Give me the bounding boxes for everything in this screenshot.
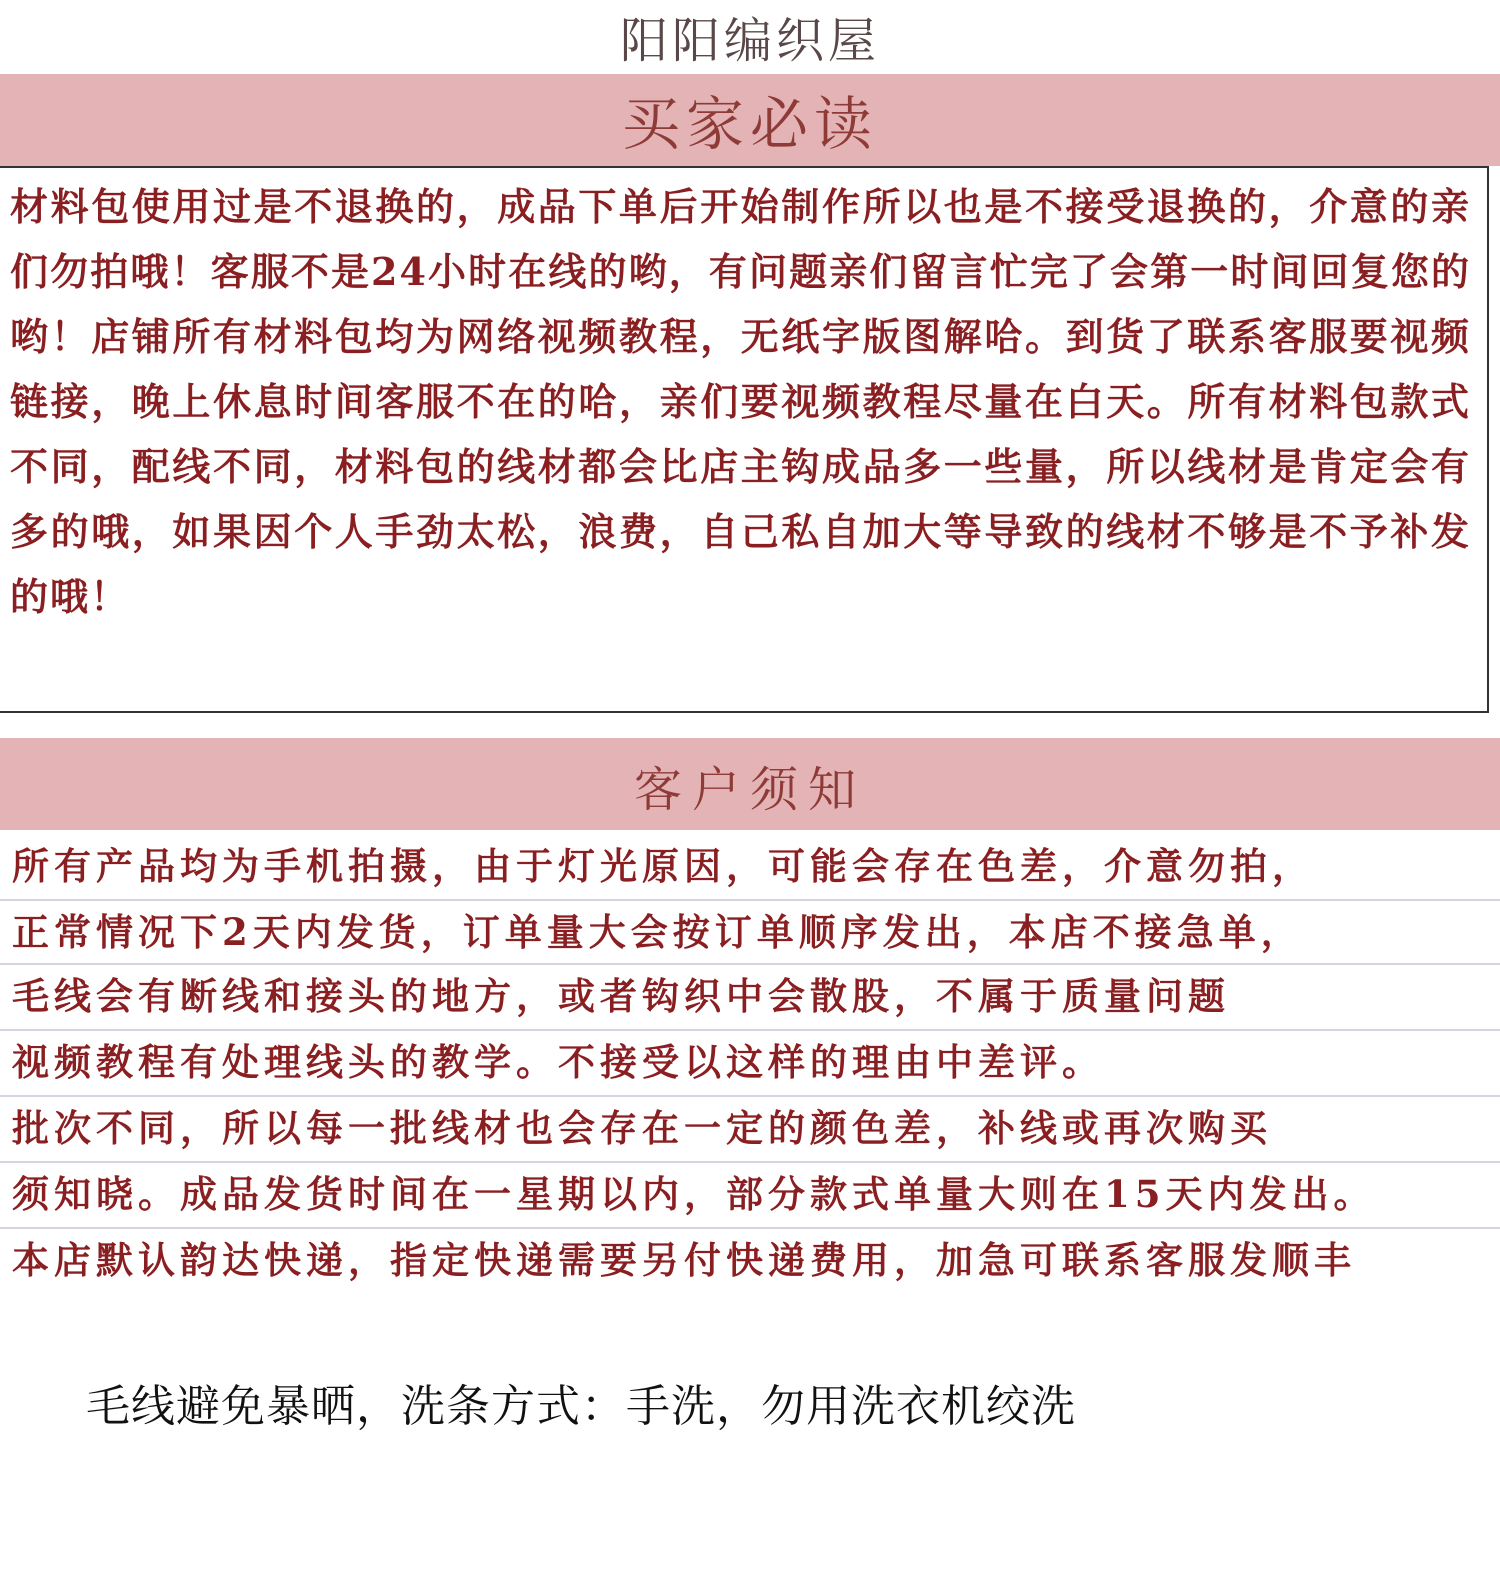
customer-notice-line: 毛线会有断线和接头的地方，或者钩织中会散股，不属于质量问题 bbox=[0, 965, 1500, 1031]
customer-notice-line: 正常情况下2天内发货，订单量大会按订单顺序发出，本店不接急单， bbox=[0, 901, 1500, 965]
buyer-notice-heading: 买家必读 bbox=[0, 74, 1500, 166]
customer-notice-line: 视频教程有处理线头的教学。不接受以这样的理由中差评。 bbox=[0, 1031, 1500, 1097]
customer-notice-heading: 客户须知 bbox=[0, 738, 1500, 830]
buyer-notice-text: 材料包使用过是不退换的，成品下单后开始制作所以也是不接受退换的，介意的亲们勿拍哦！客服不是24小时在线的哟，有问题亲们留言忙完了会第一时间回复您的哟！店铺所有材料包均为网络视频教程，无纸字版图解哈。到货了联系客服要视频链接，晚上休息时间客服不在的哈，亲们要视频教程尽量在白天。所有材料包款式不同，配线不同，材料包的线材都会比店主钩成品多一些量，所以线材是肯定会有多的哦，如果因个人手劲太松，浪费，自己私自加大等导致的线材不够是不予补发的哦！ bbox=[10, 184, 1471, 619]
buyer-notice-box bbox=[0, 166, 1489, 713]
customer-notice-line: 批次不同，所以每一批线材也会存在一定的颜色差，补线或再次购买 bbox=[0, 1097, 1500, 1163]
customer-notice-line: 须知晓。成品发货时间在一星期以内，部分款式单量大则在15天内发出。 bbox=[0, 1163, 1500, 1229]
customer-notice-line: 本店默认韵达快递，指定快递需要另付快递费用，加急可联系客服发顺丰 bbox=[12, 1238, 1356, 1282]
care-note: 毛线避免暴晒，洗条方式：手洗，勿用洗衣机绞洗 bbox=[86, 1381, 1076, 1432]
customer-notice-list bbox=[0, 835, 1500, 1293]
shop-title: 阳阳编织屋 bbox=[619, 13, 880, 69]
customer-notice-line: 所有产品均为手机拍摄，由于灯光原因，可能会存在色差，介意勿拍， bbox=[0, 835, 1500, 901]
